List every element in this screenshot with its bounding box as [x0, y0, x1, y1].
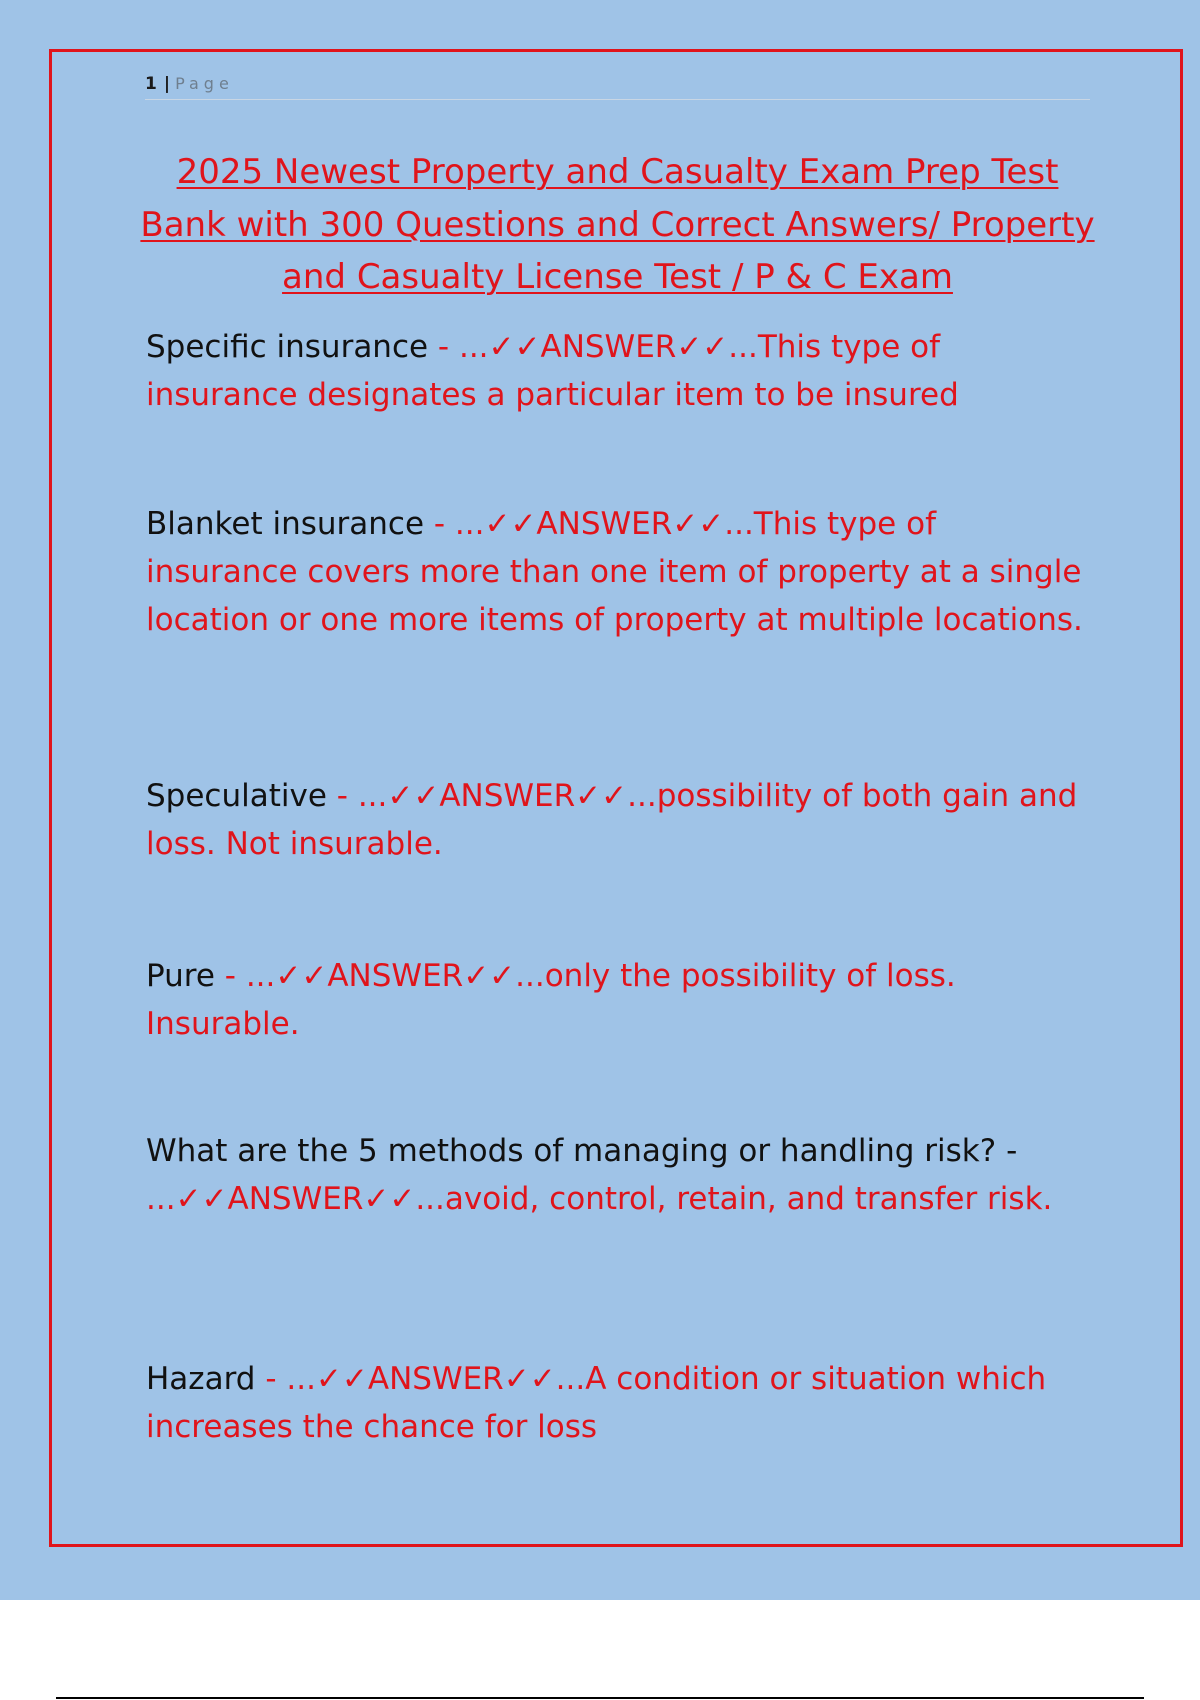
qa-answer: - ...✓✓ANSWER✓✓...A condition or situation which increases the chance for loss — [146, 1361, 1047, 1445]
page-label: Page — [175, 74, 234, 93]
qa-entry — [146, 1127, 1096, 1223]
qa-term: Pure — [146, 958, 215, 994]
qa-answer: ...✓✓ANSWER✓✓...avoid, control, retain, and transfer risk. — [146, 1181, 1053, 1217]
page-number: 1 — [145, 74, 158, 94]
qa-entry — [146, 772, 1096, 868]
qa-term: Blanket insurance — [146, 506, 425, 542]
page-header — [145, 72, 1090, 100]
qa-entry — [146, 500, 1096, 644]
qa-term: Hazard — [146, 1361, 256, 1397]
qa-term: What are the 5 methods of managing or handling risk? - — [146, 1133, 1018, 1169]
qa-entry — [146, 952, 1096, 1048]
document-title: 2025 Newest Property and Casualty Exam Prep Test Bank with 300 Questions and Correct Answers/ Property and Casualty License Test / P & C Exam — [140, 152, 1095, 297]
qa-answer: - ...✓✓ANSWER✓✓...This type of insurance designates a particular item to be insured — [146, 329, 959, 413]
qa-entry — [146, 323, 1096, 419]
qa-answer: - ...✓✓ANSWER✓✓...This type of insurance covers more than one item of property at a single location or one more items of property at multiple locations. — [146, 506, 1083, 638]
page-separator: | — [163, 74, 172, 94]
bottom-divider — [56, 1697, 1144, 1699]
qa-answer: - ...✓✓ANSWER✓✓...only the possibility of loss. Insurable. — [146, 958, 956, 1042]
qa-term: Speculative — [146, 778, 327, 814]
qa-term: Specific insurance — [146, 329, 429, 365]
qa-entry — [146, 1355, 1096, 1451]
qa-answer: - ...✓✓ANSWER✓✓...possibility of both gain and loss. Not insurable. — [146, 778, 1078, 862]
